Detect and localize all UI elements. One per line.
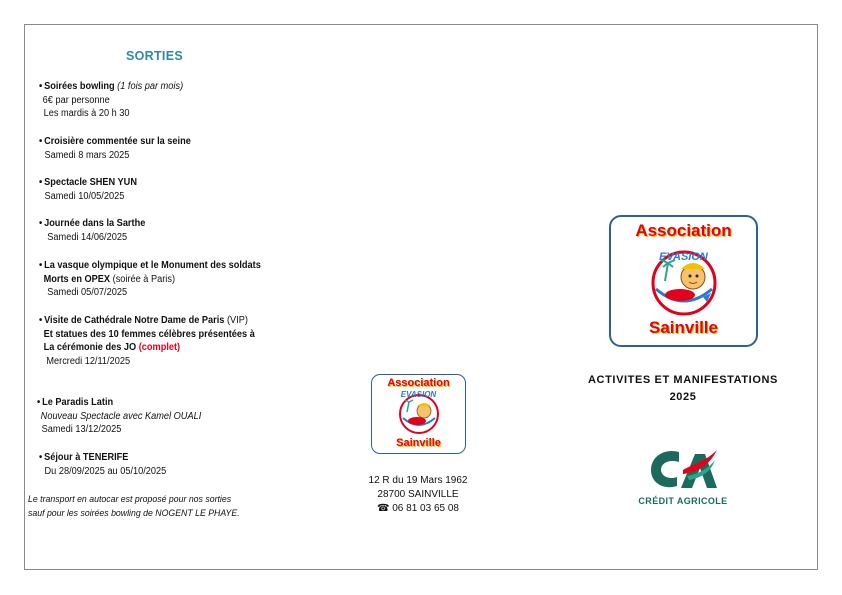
transport-footnote: Le transport en autocar est proposé pour nos sorties sauf pour les soirées bowling de NOGENT LE PHAYE.: [28, 494, 240, 519]
event-sarthe: • Journée dans la Sarthe Samedi 14/06/2025: [39, 218, 146, 243]
event-shen-yun: • Spectacle SHEN YUN Samedi 10/05/2025: [39, 177, 137, 202]
address-city: 28700 SAINVILLE: [377, 489, 459, 500]
address-phone: ☎ 06 81 03 65 08: [377, 503, 459, 514]
association-logo-small: Association EVASION Sainville: [371, 374, 466, 454]
event-bowling: • Soirées bowling (1 fois par mois) 6€ par personne Les mardis à 20 h 30: [39, 81, 184, 119]
event-paradis-latin: • Le Paradis Latin Nouveau Spectacle avec Kamel OUALI Samedi 13/12/2025: [37, 397, 202, 435]
status-complet: (complet): [138, 342, 181, 353]
cover-title: ACTIVITES ET MANIFESTATIONS 2025: [588, 374, 778, 403]
event-croisiere: • Croisière commentée sur la seine Samedi 8 mars 2025: [39, 136, 191, 161]
bullet: •: [39, 81, 43, 92]
ca-symbol-icon: [647, 446, 719, 492]
event-notre-dame: • Visite de Cathédrale Notre Dame de Paris (VIP) Et statues des 10 femmes célèbres présentées à La cérémonie des JO (complet) Mercredi 12/11/2025: [39, 315, 255, 367]
credit-agricole-logo: [620, 446, 746, 510]
address-street: 12 R du 19 Mars 1962: [368, 475, 468, 486]
sponsor-name: CRÉDIT AGRICOLE: [638, 496, 728, 506]
association-logo-large: Association EVASION Sainville: [609, 215, 758, 347]
event-vasque: • La vasque olympique et le Monument des soldats Morts en OPEX (soirée à Paris) Samedi 05/07/2025: [39, 260, 261, 298]
event-tenerife: • Séjour à TENERIFE Du 28/09/2025 au 05/10/2025: [39, 452, 167, 477]
sorties-heading: SORTIES: [126, 49, 183, 63]
address-block: [348, 474, 488, 516]
